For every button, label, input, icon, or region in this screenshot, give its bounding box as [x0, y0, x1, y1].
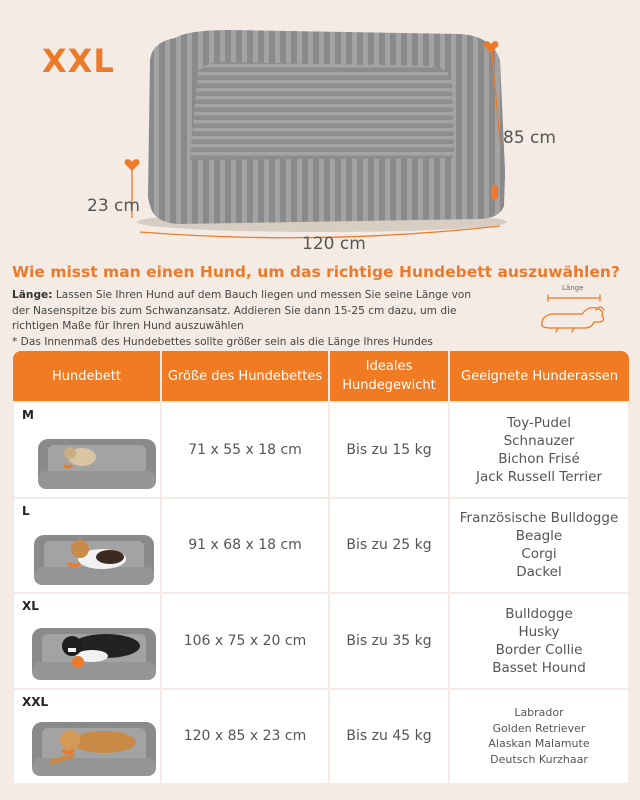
size-table: [12, 351, 630, 785]
bed-cell: [13, 689, 161, 785]
depth-label: 85 cm: [503, 128, 556, 148]
breed-name: Toy-Pudel: [507, 414, 571, 431]
table-row: [13, 593, 629, 689]
breed-name: Jack Russell Terrier: [475, 468, 602, 485]
bed-with-dog-image: [22, 718, 158, 778]
breed-name: Bulldogge: [505, 605, 573, 622]
weight-cell: Bis zu 15 kg: [329, 402, 449, 498]
table-header-row: [13, 351, 629, 402]
width-label: 120 cm: [302, 234, 366, 254]
breeds-cell: [449, 593, 629, 689]
breed-name: Labrador: [514, 706, 564, 720]
dimensions-cell: 71 x 55 x 18 cm: [161, 402, 329, 498]
table-row: [13, 402, 629, 498]
breed-name: Französische Bulldogge: [459, 510, 619, 527]
measuring-question: Wie misst man einen Hund, um das richtige Hundebett auszuwählen?: [12, 263, 620, 281]
breed-name: Alaskan Malamute: [488, 737, 590, 751]
header-weight: Ideales Hundegewicht: [329, 351, 449, 402]
bed-cell: [13, 593, 161, 689]
dimensions-cell: 120 x 85 x 23 cm: [161, 689, 329, 785]
bed-size-label: M: [22, 408, 34, 422]
weight-cell: Bis zu 25 kg: [329, 498, 449, 594]
breed-name: Border Collie: [495, 641, 583, 658]
bed-size-label: L: [22, 503, 30, 518]
bed-with-dog-image: [22, 622, 158, 682]
dimensions-cell: 106 x 75 x 20 cm: [161, 593, 329, 689]
breed-name: Husky: [518, 623, 560, 640]
dimensions-cell: 91 x 68 x 18 cm: [161, 498, 329, 594]
bed-cell: [13, 498, 161, 594]
instruction-text: Lassen Sie Ihren Hund auf dem Bauch liegen und messen Sie seine Länge von der Nasenspitze bis zum Schwanzansatz. Addieren Sie dann 15-25 cm dazu, um die richtigen Maße für Ihren Hund auszuwählen: [12, 289, 472, 332]
bed-size-label: XXL: [22, 694, 49, 709]
breed-name: Dackel: [516, 564, 562, 581]
breed-name: Schnauzer: [503, 432, 575, 449]
height-label: 23 cm: [87, 196, 140, 216]
weight-cell: Bis zu 35 kg: [329, 593, 449, 689]
length-term: Länge:: [12, 289, 53, 301]
breeds-cell: [449, 689, 629, 785]
breed-name: Golden Retriever: [492, 721, 586, 735]
header-breeds: Geeignete Hunderassen: [449, 351, 629, 402]
measuring-instructions: [12, 288, 482, 350]
breed-name: Deutsch Kurzhaar: [490, 752, 588, 766]
table-row: [13, 498, 629, 594]
breed-name: Bichon Frisé: [498, 450, 580, 467]
breed-name: Corgi: [521, 546, 557, 563]
breeds-cell: [449, 498, 629, 594]
breed-name: Beagle: [515, 528, 563, 545]
breed-name: Basset Hound: [492, 659, 586, 676]
bed-cell: [13, 402, 161, 498]
bed-with-dog-image: [22, 527, 158, 587]
bed-with-dog-image: [22, 431, 158, 491]
header-size: Größe des Hundebettes: [161, 351, 329, 402]
breeds-cell: [449, 402, 629, 498]
bed-size-label: XL: [22, 599, 39, 613]
table-row: [13, 689, 629, 785]
length-illustration-label: Länge: [562, 284, 584, 292]
size-badge: XXL: [42, 42, 115, 80]
weight-cell: Bis zu 45 kg: [329, 689, 449, 785]
inner-size-note: * Das Innenmaß des Hundebettes sollte größer sein als die Länge Ihres Hundes: [12, 335, 433, 348]
header-bed: Hundebett: [13, 351, 161, 402]
